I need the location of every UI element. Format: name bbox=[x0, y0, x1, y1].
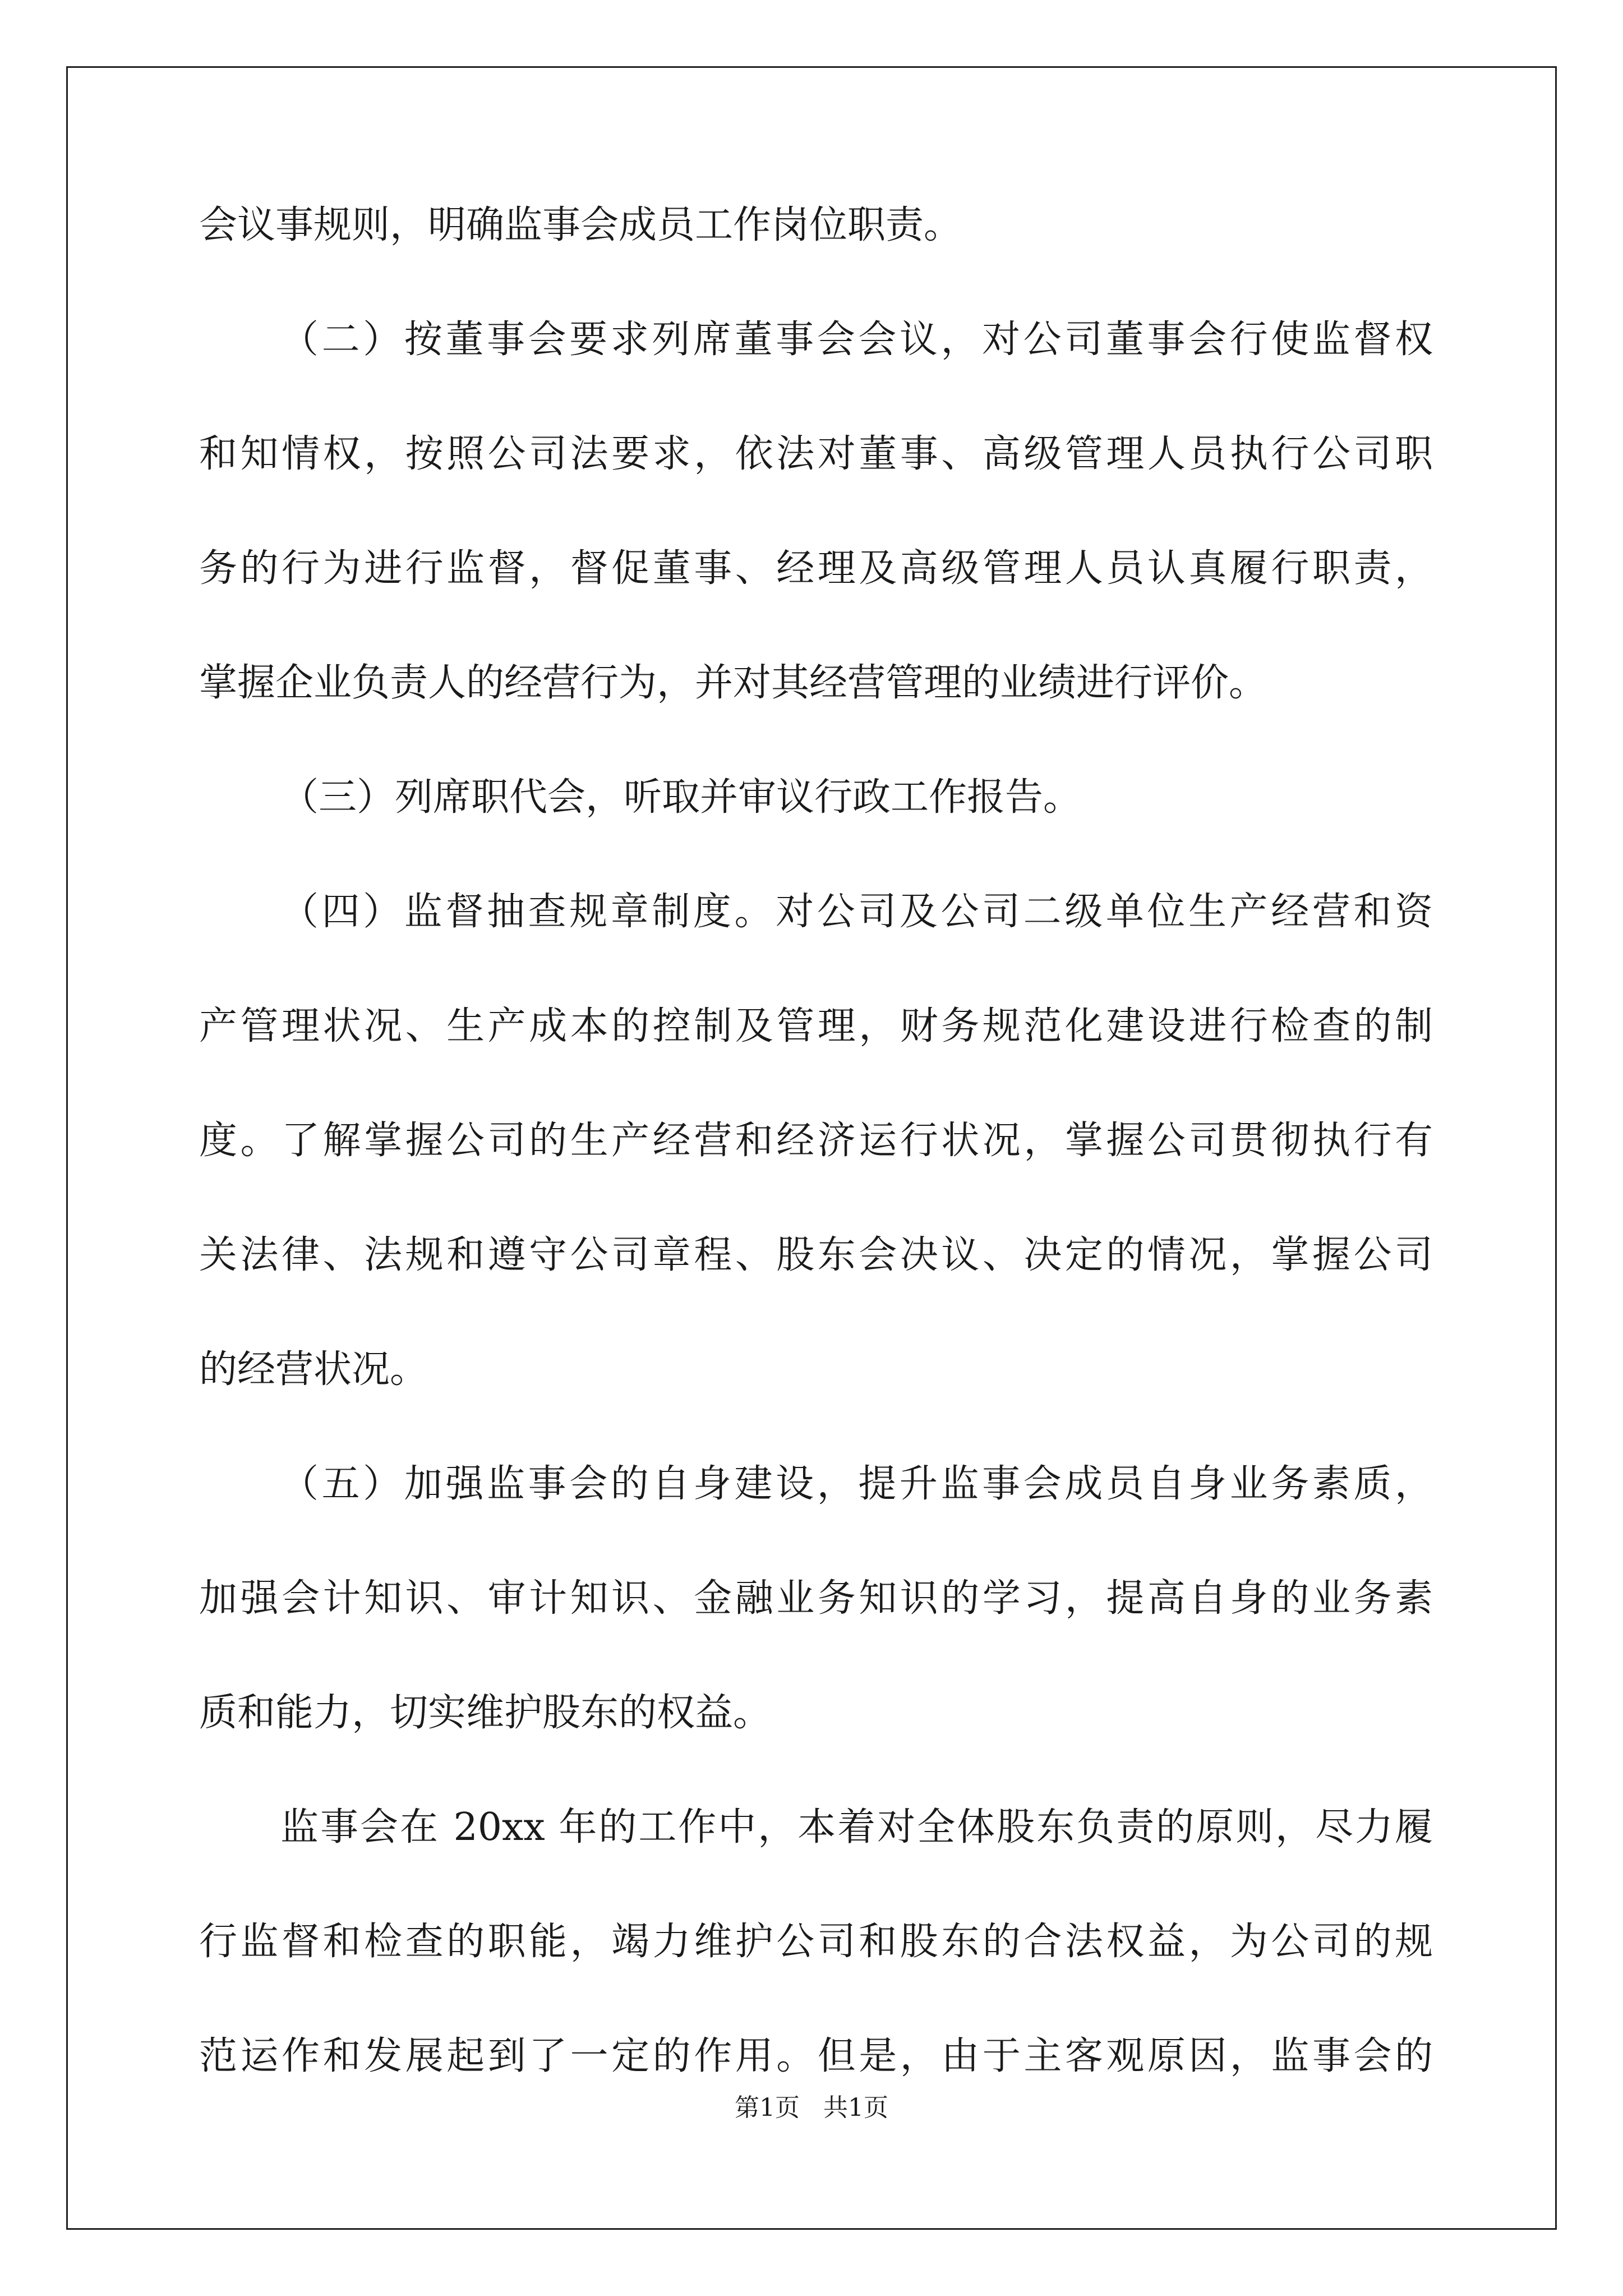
text-line-4: 务的行为进行监督，督促董事、经理及高级管理人员认真履行职责， bbox=[199, 546, 1433, 591]
text-line-7: （四）监督抽查规章制度。对公司及公司二级单位生产经营和资 bbox=[280, 890, 1433, 934]
text-line-9: 度。了解掌握公司的生产经营和经济运行状况，掌握公司贯彻执行有 bbox=[199, 1119, 1433, 1163]
text-line-13: 加强会计知识、审计知识、金融业务知识的学习，提高自身的业务素 bbox=[199, 1576, 1433, 1621]
text-line-2: （二）按董事会要求列席董事会会议，对公司董事会行使监督权 bbox=[280, 318, 1433, 362]
page-number: 第1页 bbox=[735, 2093, 800, 2122]
text-line-15: 监事会在 20xx 年的工作中，本着对全体股东负责的原则，尽力履 bbox=[280, 1805, 1433, 1849]
text-line-11: 的经营状况。 bbox=[199, 1347, 428, 1392]
page-total: 共1页 bbox=[823, 2093, 888, 2122]
text-line-6: （三）列席职代会，听取并审议行政工作报告。 bbox=[280, 775, 1082, 820]
page-footer bbox=[0, 2091, 1623, 2125]
text-line-5: 掌握企业负责人的经营行为，并对其经营管理的业绩进行评价。 bbox=[199, 661, 1267, 705]
text-line-16: 行监督和检查的职能，竭力维护公司和股东的合法权益，为公司的规 bbox=[199, 1920, 1433, 1964]
text-line-17: 范运作和发展起到了一定的作用。但是，由于主客观原因，监事会的 bbox=[199, 2034, 1433, 2078]
text-line-8: 产管理状况、生产成本的控制及管理，财务规范化建设进行检查的制 bbox=[199, 1004, 1433, 1048]
text-line-12: （五）加强监事会的自身建设，提升监事会成员自身业务素质， bbox=[280, 1462, 1433, 1506]
text-line-14: 质和能力，切实维护股东的权益。 bbox=[199, 1691, 772, 1735]
text-line-1: 会议事规则，明确监事会成员工作岗位职责。 bbox=[199, 203, 962, 247]
text-line-3: 和知情权，按照公司法要求，依法对董事、高级管理人员执行公司职 bbox=[199, 432, 1433, 476]
text-line-10: 关法律、法规和遵守公司章程、股东会决议、决定的情况，掌握公司 bbox=[199, 1233, 1433, 1277]
